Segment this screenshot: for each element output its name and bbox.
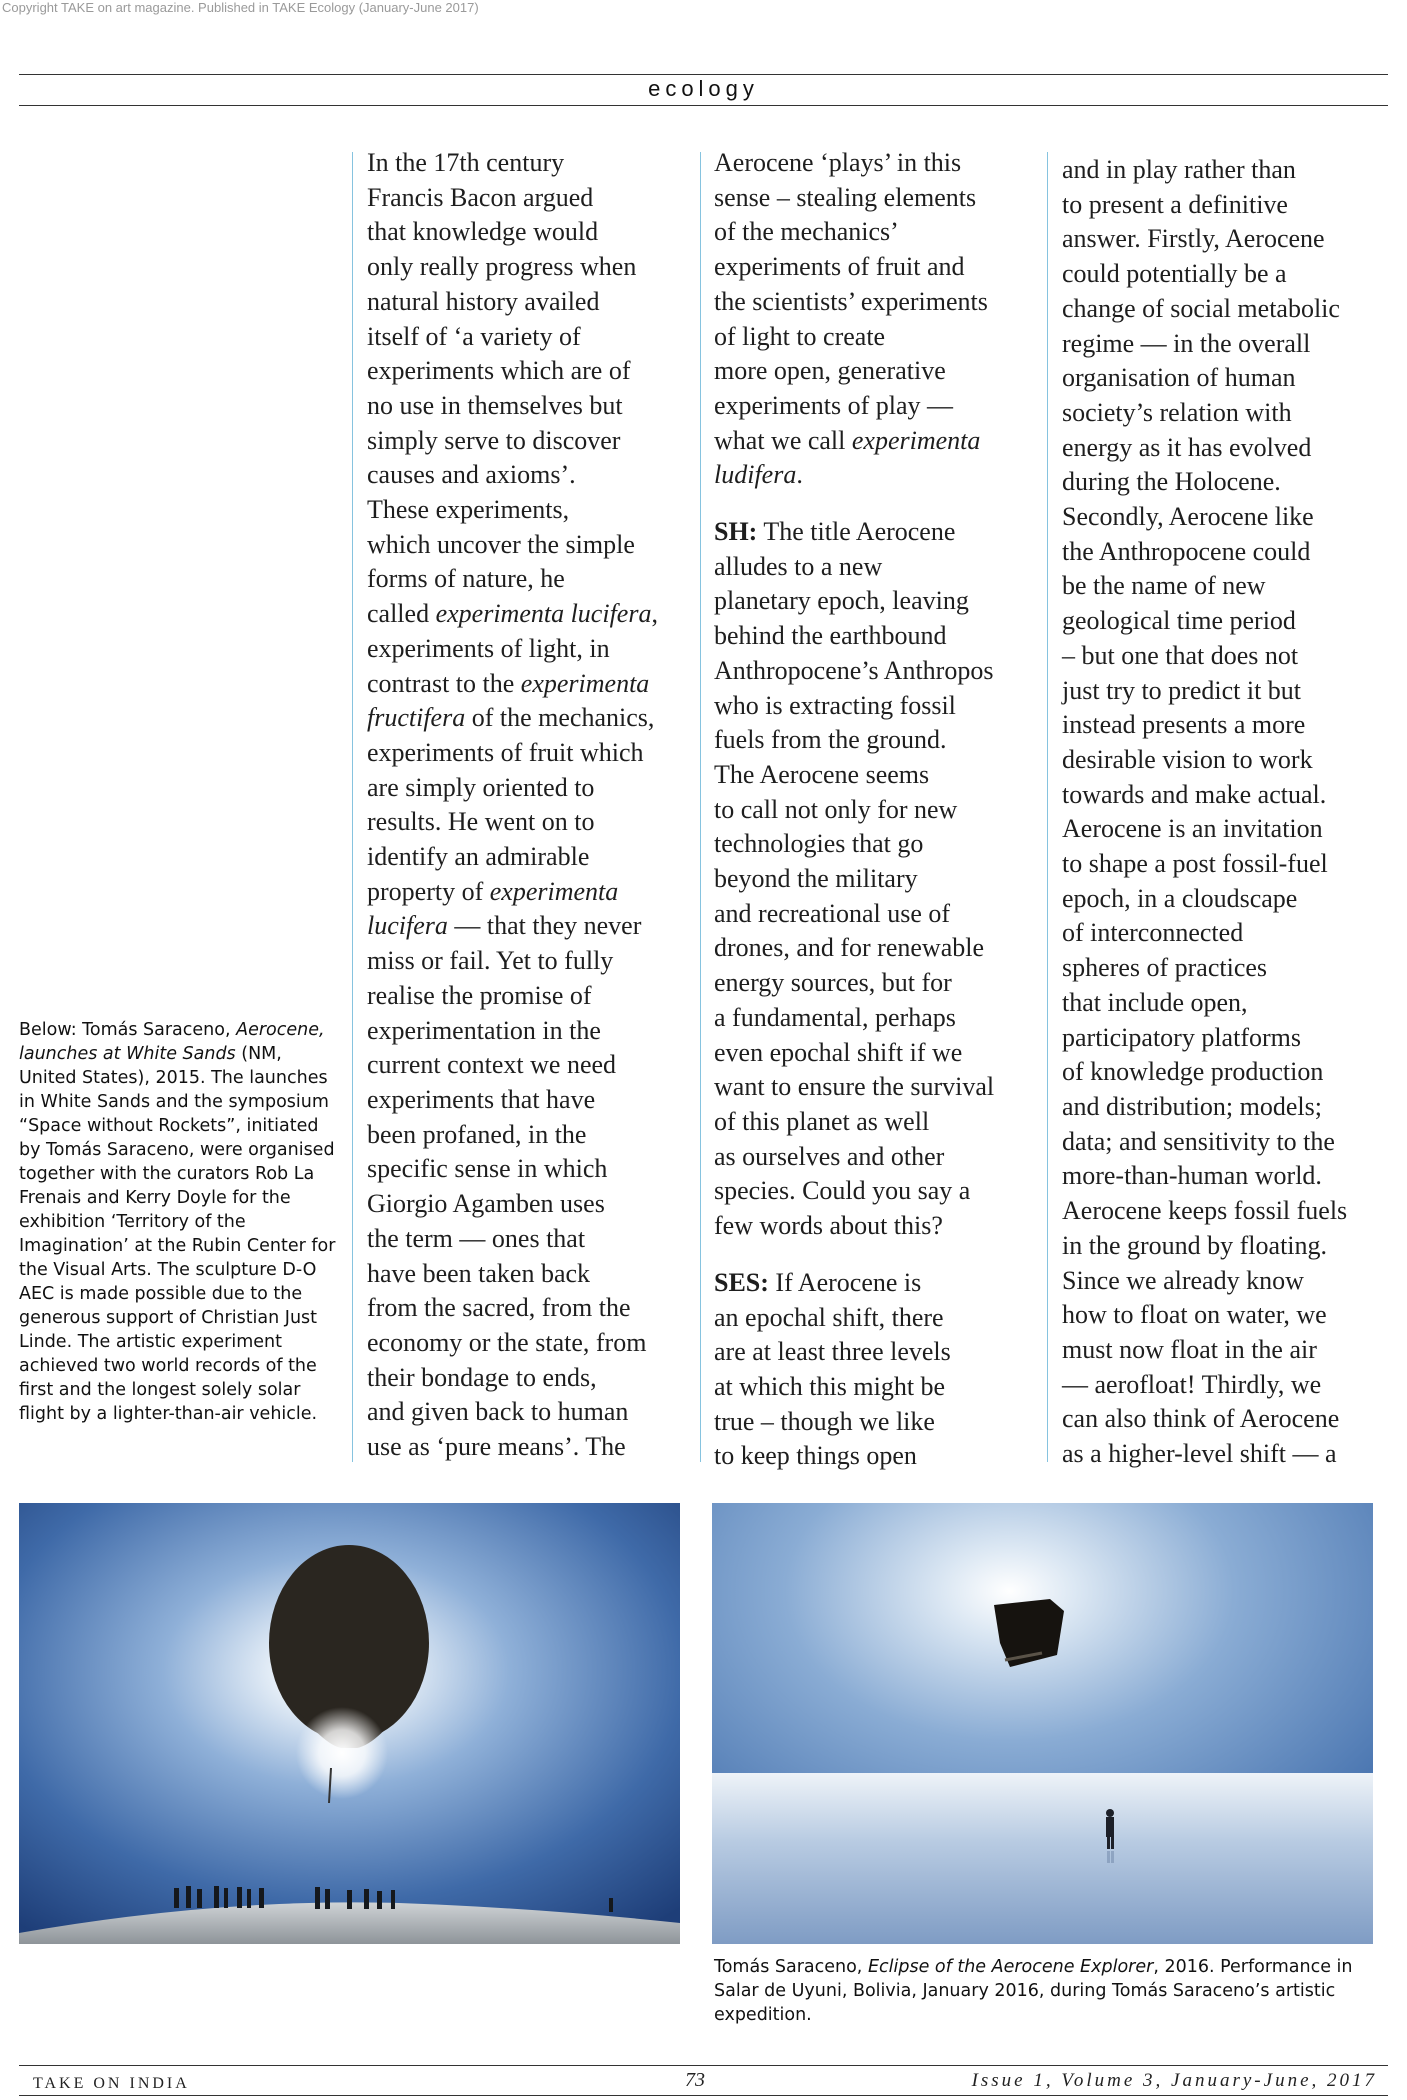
- text-line: what we call experimenta: [714, 425, 981, 455]
- column3-rule: [1047, 152, 1048, 1462]
- text-line: to present a definitive: [1062, 189, 1288, 219]
- text-line: as a higher-level shift — a: [1062, 1439, 1337, 1469]
- text-line: experiments of play —: [714, 390, 953, 420]
- text-line: regime — in the overall: [1062, 328, 1311, 358]
- text-line: of the mechanics’: [714, 217, 899, 247]
- text-line: of light to create: [714, 321, 886, 351]
- text-line: could potentially be a: [1062, 259, 1287, 289]
- text-line: technologies that go: [714, 829, 924, 859]
- caption-left-prefix: Below: Tomás Saraceno,: [19, 1020, 237, 1040]
- text-line: no use in themselves but: [367, 390, 623, 420]
- text-line: current context we need: [367, 1050, 617, 1080]
- text-line: lucifera — that they never: [367, 911, 642, 941]
- speaker-label-ses: SES:: [714, 1267, 769, 1297]
- article-column-1: [367, 146, 658, 1465]
- text-line: and given back to human: [367, 1397, 629, 1427]
- text-line: These experiments,: [367, 495, 570, 525]
- text-line: the term — ones that: [367, 1223, 586, 1253]
- column2-rule: [700, 152, 701, 1462]
- footer-top-rule: [19, 2065, 1388, 2066]
- text-line: Aerocene is an invitation: [1062, 814, 1323, 844]
- header-bottom-rule: [19, 105, 1388, 106]
- text-line: – but one that does not: [1062, 640, 1299, 670]
- text-line: want to ensure the survival: [714, 1072, 995, 1102]
- text-line: to call not only for new: [714, 794, 958, 824]
- text-line: during the Holocene.: [1062, 467, 1281, 497]
- text-line: energy as it has evolved: [1062, 432, 1312, 462]
- photo-eclipse-aerocene-explorer: [712, 1503, 1373, 1944]
- text-line: from the sacred, from the: [367, 1293, 631, 1323]
- footer-bottom-rule: [19, 2095, 1388, 2096]
- text-line: planetary epoch, leaving: [714, 586, 969, 616]
- text-line: their bondage to ends,: [367, 1362, 597, 1392]
- text-line: contrast to the experimenta: [367, 668, 650, 698]
- text-line: as ourselves and other: [714, 1141, 945, 1171]
- text-line: data; and sensitivity to the: [1062, 1126, 1335, 1156]
- text-line: even epochal shift if we: [714, 1037, 963, 1067]
- caption-left: [19, 1018, 339, 1426]
- text-line: few words about this?: [714, 1211, 943, 1241]
- text-line: SES: If Aerocene is: [714, 1267, 922, 1297]
- text-line: identify an admirable: [367, 842, 590, 872]
- column1-rule: [352, 152, 353, 1462]
- text-line: to shape a post fossil-fuel: [1062, 849, 1328, 879]
- text-line: called experimenta lucifera,: [367, 599, 658, 629]
- text-line: fructifera of the mechanics,: [367, 703, 655, 733]
- text-line: alludes to a new: [714, 551, 883, 581]
- caption-right-title: Eclipse of the Aerocene Explorer: [867, 1957, 1154, 1977]
- text-line: The Aerocene seems: [714, 759, 930, 789]
- text-line: species. Could you say a: [714, 1176, 971, 1206]
- text-line: SH: The title Aerocene: [714, 517, 956, 547]
- text-line: economy or the state, from: [367, 1327, 647, 1357]
- text-line: spheres of practices: [1062, 953, 1268, 983]
- article-column-2: [714, 146, 994, 1474]
- text-line: Giorgio Agamben uses: [367, 1189, 605, 1219]
- text-line: only really progress when: [367, 252, 637, 282]
- text-line: and distribution; models;: [1062, 1091, 1322, 1121]
- text-line: more open, generative: [714, 356, 946, 386]
- text-line: that knowledge would: [367, 217, 599, 247]
- copyright-notice: Copyright TAKE on art magazine. Published in TAKE Ecology (January-June 2017): [2, 0, 479, 15]
- caption-right: [714, 1955, 1394, 2027]
- footer-issue-info: Issue 1, Volume 3, January-June, 2017: [971, 2070, 1377, 2091]
- text-line: natural history availed: [367, 286, 600, 316]
- text-line: itself of ‘a variety of: [367, 321, 581, 351]
- text-line: use as ‘pure means’. The: [367, 1432, 626, 1462]
- text-line: at which this might be: [714, 1371, 946, 1401]
- text-line: Anthropocene’s Anthropos: [714, 655, 994, 685]
- text-line: drones, and for renewable: [714, 933, 984, 963]
- caption-left-title: Aerocene, launches at White Sands: [19, 1020, 325, 1064]
- text-line: how to float on water, we: [1062, 1300, 1327, 1330]
- text-line: towards and make actual.: [1062, 779, 1327, 809]
- text-line: fuels from the ground.: [714, 725, 947, 755]
- text-line: simply serve to discover: [367, 425, 621, 455]
- text-line: In the 17th century: [367, 148, 565, 177]
- text-line: of knowledge production: [1062, 1057, 1324, 1087]
- text-line: causes and axioms’.: [367, 460, 576, 490]
- text-line: experiments of fruit and: [714, 252, 965, 282]
- text-line: a fundamental, perhaps: [714, 1002, 956, 1032]
- text-line: of this planet as well: [714, 1106, 930, 1136]
- text-line: experiments of fruit which: [367, 737, 644, 767]
- text-line: an epochal shift, there: [714, 1302, 944, 1332]
- text-line: results. He went on to: [367, 807, 595, 837]
- caption-left-body: (NM, United States), 2015. The launches in White Sands and the symposium “Space without Rockets”, initiated by Tomás Saraceno, were organised together with the curators Rob La Frenais and Kerry Doyle for the exhibition ‘Territory of the Imagination’ at the Rubin Center for the Visual Arts. The sculpture D-O AEC is made possible due to the generous support of Christian Just Linde. The artistic experiment achieved two world records of the first and the longest solely solar flight by a lighter-than-air vehicle.: [19, 1044, 336, 1424]
- text-line: specific sense in which: [367, 1154, 608, 1184]
- text-line: are simply oriented to: [367, 772, 595, 802]
- text-line: the Anthropocene could: [1062, 536, 1311, 566]
- text-line: more-than-human world.: [1062, 1161, 1322, 1191]
- text-line: realise the promise of: [367, 980, 592, 1010]
- text-line: are at least three levels: [714, 1337, 951, 1367]
- text-line: Francis Bacon argued: [367, 182, 594, 212]
- text-line: miss or fail. Yet to fully: [367, 946, 614, 976]
- text-line: have been taken back: [367, 1258, 591, 1288]
- text-line: to keep things open: [714, 1441, 917, 1471]
- text-line: property of experimenta: [367, 876, 619, 906]
- text-line: experimentation in the: [367, 1015, 601, 1045]
- footer-magazine-name: TAKE ON INDIA: [33, 2075, 190, 2092]
- text-line: desirable vision to work: [1062, 744, 1313, 774]
- text-line: Aerocene ‘plays’ in this: [714, 148, 962, 177]
- caption-right-body: , 2016. Performance in Salar de Uyuni, Bolivia, January 2016, during Tomás Saraceno’s artistic expedition.: [714, 1957, 1353, 2025]
- text-line: true – though we like: [714, 1406, 935, 1436]
- header-top-rule: [19, 74, 1388, 75]
- text-line: Since we already know: [1062, 1265, 1304, 1295]
- text-line: forms of nature, he: [367, 564, 565, 594]
- text-line: society’s relation with: [1062, 397, 1292, 427]
- caption-right-prefix: Tomás Saraceno,: [714, 1957, 868, 1977]
- text-line: participatory platforms: [1062, 1022, 1301, 1052]
- text-line: been profaned, in the: [367, 1119, 587, 1149]
- text-line: behind the earthbound: [714, 621, 947, 651]
- text-line: must now float in the air: [1062, 1334, 1317, 1364]
- speaker-label-sh: SH:: [714, 517, 758, 547]
- text-line: ludifera.: [714, 460, 803, 490]
- text-line: just try to predict it but: [1062, 675, 1302, 705]
- text-line: in the ground by floating.: [1062, 1230, 1328, 1260]
- section-label: ecology: [648, 76, 759, 101]
- text-line: sense – stealing elements: [714, 182, 977, 212]
- text-line: Aerocene keeps fossil fuels: [1062, 1196, 1348, 1226]
- text-line: of interconnected: [1062, 918, 1244, 948]
- performer-silhouette: [1106, 1809, 1114, 1849]
- text-line: answer. Firstly, Aerocene: [1062, 224, 1325, 254]
- photo-white-sands-balloon: [19, 1503, 680, 1944]
- text-line: experiments of light, in: [367, 633, 610, 663]
- text-line: experiments that have: [367, 1084, 596, 1114]
- text-line: beyond the military: [714, 864, 918, 894]
- text-line: instead presents a more: [1062, 710, 1306, 740]
- text-line: — aerofloat! Thirdly, we: [1062, 1369, 1322, 1399]
- text-line: that include open,: [1062, 987, 1248, 1017]
- text-line: and in play rather than: [1062, 155, 1296, 184]
- text-line: organisation of human: [1062, 363, 1296, 393]
- text-line: energy sources, but for: [714, 968, 952, 998]
- text-line: geological time period: [1062, 606, 1296, 636]
- text-line: epoch, in a cloudscape: [1062, 883, 1298, 913]
- text-line: can also think of Aerocene: [1062, 1404, 1340, 1434]
- text-line: be the name of new: [1062, 571, 1266, 601]
- footer-page-number: 73: [685, 2069, 705, 2091]
- text-line: experiments which are of: [367, 356, 631, 386]
- text-line: which uncover the simple: [367, 529, 635, 559]
- text-line: who is extracting fossil: [714, 690, 956, 720]
- text-line: Secondly, Aerocene like: [1062, 502, 1314, 532]
- text-line: change of social metabolic: [1062, 293, 1340, 323]
- text-line: and recreational use of: [714, 898, 951, 928]
- text-line: the scientists’ experiments: [714, 286, 988, 316]
- article-column-3: [1062, 153, 1347, 1472]
